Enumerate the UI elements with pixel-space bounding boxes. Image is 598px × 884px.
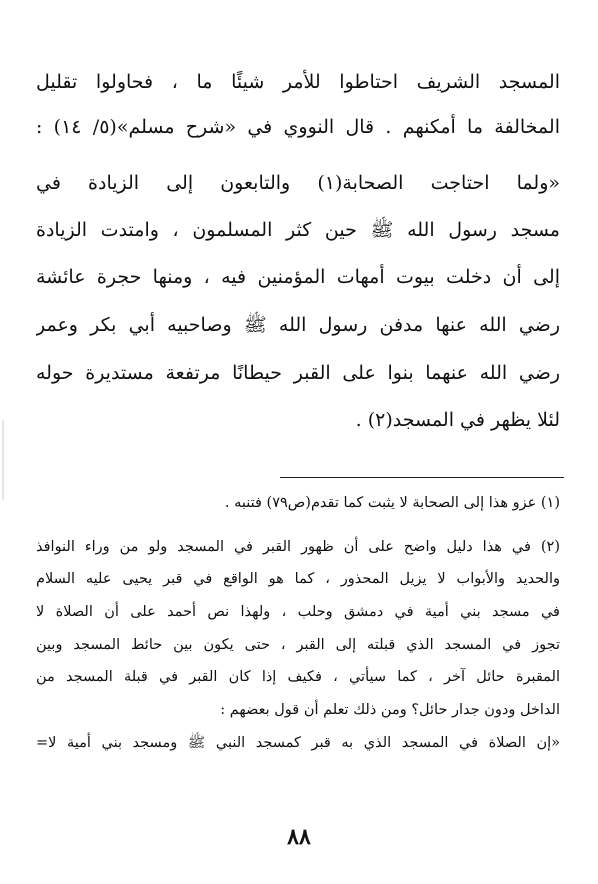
body-line-4: مسجد رسول الله ﷺ حين كثر المسلمون ، وامتدت الزيادة: [36, 219, 560, 241]
body-line-5: إلى أن دخلت بيوت أمهات المؤمنين فيه ، ومنها حجرة عائشة: [36, 266, 560, 288]
body-line-2: المخالفة ما أمكنهم . قال النووي في «شرح مسلم»(٥/ ١٤) :: [36, 116, 560, 138]
footnote-line-5: تجوز في المسجد الذي قبلته إلى القبر ، حتى يكون بين حائط المسجد وبين: [36, 637, 560, 653]
footnote-line-7: الداخل ودون جدار حائل؟ ومن ذلك تعلم أن قول بعضهم :: [220, 702, 560, 718]
footnote-line-1: (١) عزو هذا إلى الصحابة لا يثبت كما تقدم(ص٧٩) فتنبه .: [224, 495, 560, 511]
scan-edge-shadow: [2, 420, 4, 500]
body-line-1: المسجد الشريف احتاطوا للأمر شيئًا ما ، فحاولوا تقليل: [36, 71, 560, 93]
body-line-8: لئلا يظهر في المسجد(٢) .: [355, 409, 560, 431]
body-line-6: رضي الله عنها مدفن رسول الله ﷺ وصاحبيه أبي بكر وعمر: [36, 314, 560, 336]
footnote-line-3: والحديد والأبواب لا يزيل المحذور ، كما هو الواقع في قبر يحيى عليه السلام: [36, 571, 560, 587]
footnote-line-2: (٢) في هذا دليل واضح على أن ظهور القبر في المسجد ولو من وراء النوافذ: [36, 539, 560, 555]
footnote-line-4: في مسجد بني أمية في دمشق وحلب ، ولهذا نص أحمد على أن الصلاة لا: [36, 604, 560, 620]
footnote-line-8: «إن الصلاة في المسجد الذي به قبر كمسجد النبي ﷺ ومسجد بني أمية لا=: [36, 735, 560, 751]
body-line-7: رضي الله عنهما بنوا على القبر حيطانًا مرتفعة مستديرة حوله: [36, 362, 560, 384]
page-number: ٨٨: [287, 824, 311, 850]
footnote-line-6: المقبرة حائل آخر ، كما سيأتي ، فكيف إذا كان القبر في قبلة المسجد من: [36, 669, 560, 685]
body-line-3: «ولما احتاجت الصحابة(١) والتابعون إلى الزيادة في: [36, 172, 560, 194]
footnote-divider: [280, 477, 564, 478]
